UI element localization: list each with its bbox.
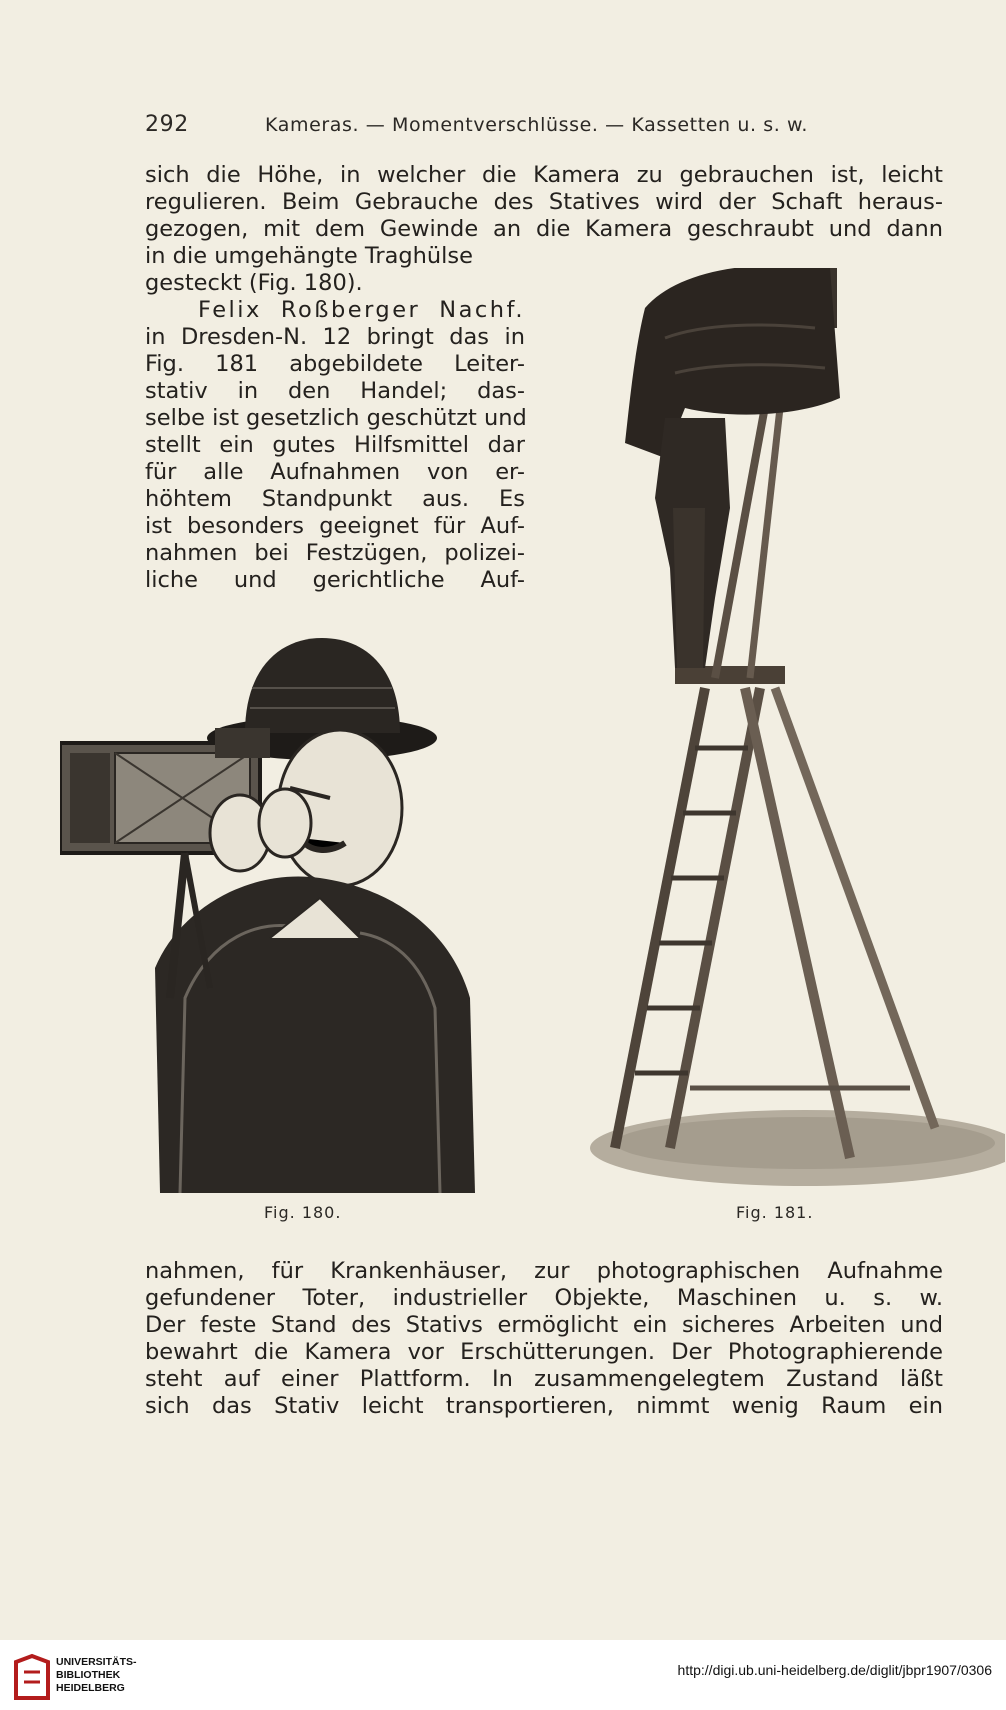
column-line: stellt ein gutes Hilfsmittel dar (145, 432, 525, 458)
body-line: Der feste Stand des Stativs ermöglicht ein sicheres Arbeiten und (145, 1312, 943, 1338)
page-number: 292 (145, 112, 189, 137)
figure-181-ladder-stativ (555, 268, 1005, 1188)
column-line: für alle Aufnahmen von er- (145, 459, 525, 485)
column-line: Fig. 181 abgebildete Leiter- (145, 351, 525, 377)
body-line: in die umgehängte Traghülse (145, 243, 473, 269)
body-line: regulieren. Beim Gebrauche des Statives wird der Schaft heraus- (145, 189, 943, 215)
column-line: selbe ist gesetzlich geschützt und (145, 405, 527, 431)
body-line: nahmen, für Krankenhäuser, zur photographischen Aufnahme (145, 1258, 943, 1284)
body-line: gezogen, mit dem Gewinde an die Kamera geschraubt und dann (145, 216, 943, 242)
column-line: höhtem Standpunkt aus. Es (145, 486, 525, 512)
source-url[interactable]: http://digi.ub.uni-heidelberg.de/diglit/jbpr1907/0306 (677, 1662, 992, 1678)
body-line: sich das Stativ leicht transportieren, nimmt wenig Raum ein (145, 1393, 943, 1419)
column-line: stativ in den Handel; das- (145, 378, 525, 404)
body-line: steht auf einer Plattform. In zusammengelegtem Zustand läßt (145, 1366, 943, 1392)
running-header (145, 112, 825, 142)
body-line: gefundener Toter, industrieller Objekte, Maschinen u. s. w. (145, 1285, 943, 1311)
column-line: in Dresden-N. 12 bringt das in (145, 324, 525, 350)
body-line: bewahrt die Kamera vor Erschütterungen. Der Photographierende (145, 1339, 943, 1365)
figure-180-hand-camera (60, 638, 520, 1193)
column-line: ist besonders geeignet für Auf- (145, 513, 525, 539)
library-name: UNIVERSITÄTS- BIBLIOTHEK HEIDELBERG (56, 1656, 137, 1694)
figure-180-caption: Fig. 180. (264, 1203, 342, 1222)
column-line: liche und gerichtliche Auf- (145, 567, 525, 593)
body-line: sich die Höhe, in welcher die Kamera zu gebrauchen ist, leicht (145, 162, 943, 188)
figure-181-caption: Fig. 181. (736, 1203, 814, 1222)
running-title: Kameras. — Momentverschlüsse. — Kassetten u. s. w. (265, 114, 809, 136)
column-line: nahmen bei Festzügen, polizei- (145, 540, 525, 566)
column-line: Felix Roßberger Nachf. (198, 297, 525, 323)
digitization-footer (0, 1640, 1006, 1710)
body-line: gesteckt (Fig. 180). (145, 270, 363, 296)
